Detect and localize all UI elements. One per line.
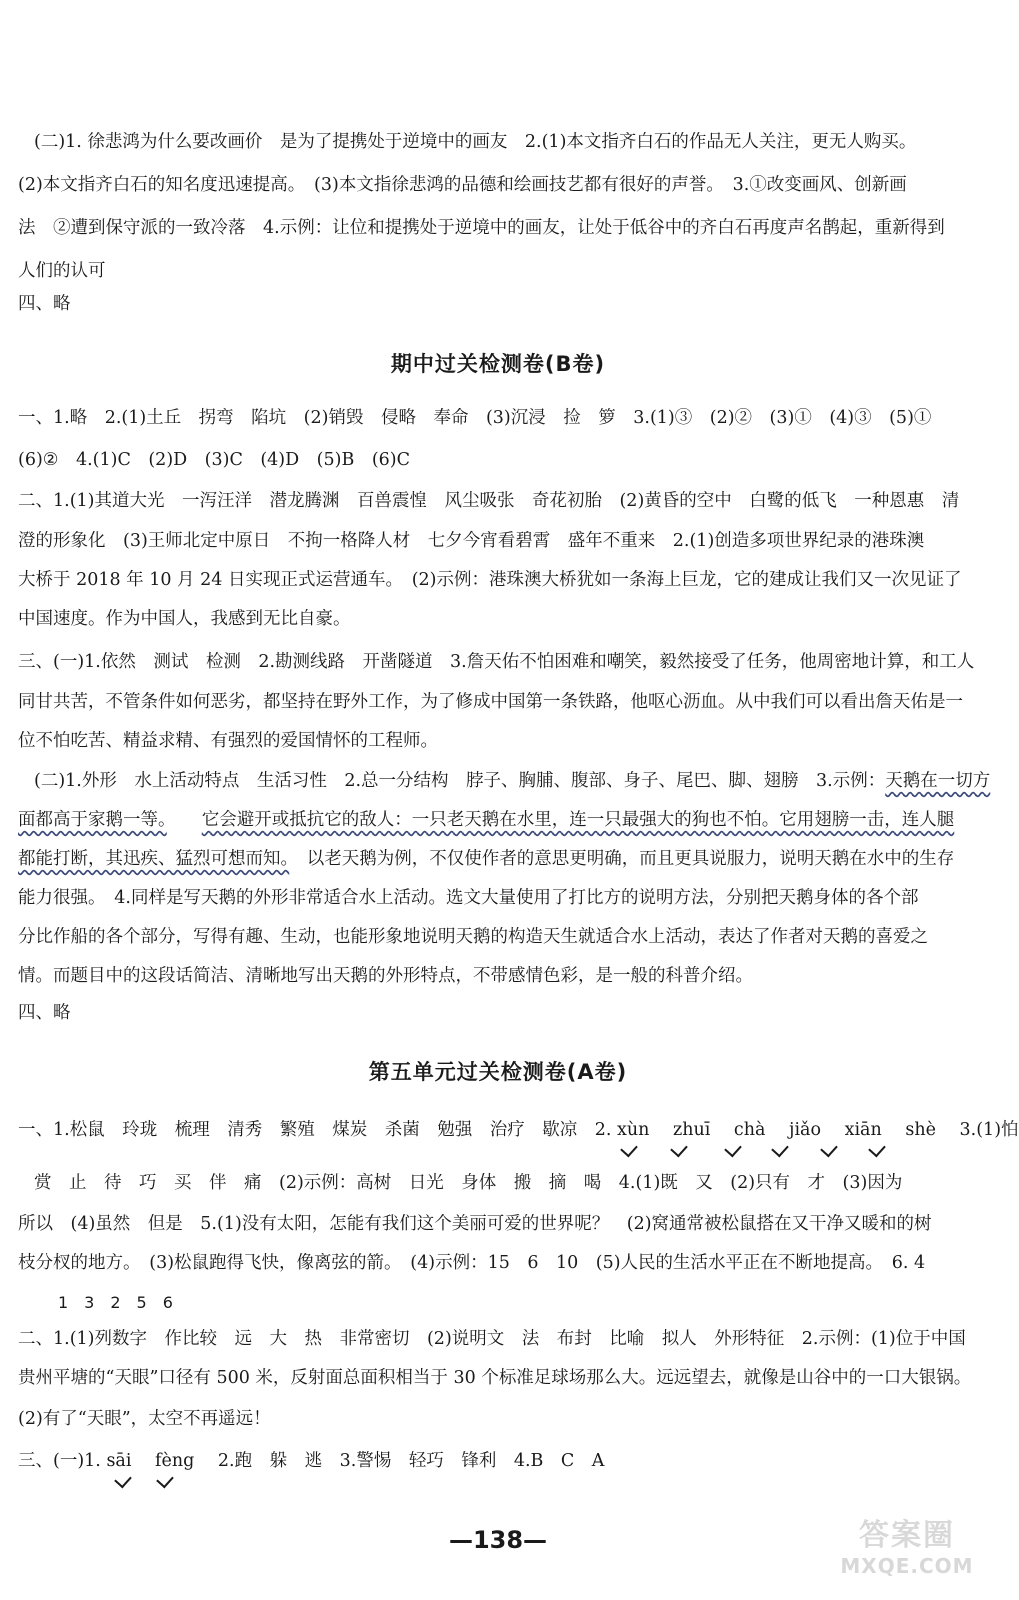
pinyin: xiān [844, 1120, 882, 1140]
text-line: 所以 (4)虽然 但是 5.(1)没有太阳，怎能有我们这个美丽可爱的世界呢？ (2)窝通常被松鼠搭在又干净又暖和的树 [18, 1214, 932, 1234]
text-line [18, 1447, 982, 1475]
text-line: 人们的认可 [18, 261, 106, 281]
underlined-text: 天鹅在一切方 [885, 771, 991, 791]
text-line: (二)1. 徐悲鸿为什么要改画价 是为了提携处于逆境中的画友 2.(1)本文指齐白石的作品无人关注，更无人购买。 [34, 132, 917, 152]
text-line: 位不怕吃苦、精益求精、有强烈的爱国情怀的工程师。 [18, 731, 438, 751]
text-span: 一、1.松鼠 玲珑 梳理 清秀 繁殖 煤炭 杀菌 勉强 治疗 歇凉 2. [18, 1120, 612, 1140]
text-line: (6)② 4.(1)C (2)D (3)C (4)D (5)B (6)C [18, 450, 410, 470]
pinyin: sāi [106, 1451, 132, 1471]
text-line: 同甘共苦，不管条件如何恶劣，都坚持在野外工作，为了修成中国第一条铁路，他呕心沥血。从中我们可以看出詹天佑是一 [18, 692, 963, 712]
text-line: 分比作船的各个部分，写得有趣、生动，也能形象地说明天鹅的构造天生就适合水上活动，表达了作者对天鹅的喜爱之 [18, 927, 928, 947]
underlined-text: 它会避开或抵抗它的敌人：一只老天鹅在水里，连一只最强大的狗也不怕。它用翅膀一击，连人腿 [201, 810, 955, 830]
text-line: 枝分杈的地方。 (3)松鼠跑得飞快，像离弦的箭。 (4)示例：15 6 10 (5)人民的生活水平正在不断地提高。 6. 4 [18, 1253, 926, 1273]
pinyin: jiǎo [789, 1120, 822, 1140]
pinyin: xùn [616, 1120, 650, 1140]
section-title: 第五单元过关检测卷(A卷) [368, 1060, 628, 1084]
text-line: 1 3 2 5 6 [58, 1293, 173, 1312]
text-span: 2.跑 躲 逃 3.警惕 轻巧 锋利 4.B C A [217, 1451, 605, 1471]
pinyin: chà [733, 1120, 766, 1140]
text-line: 二、1.(1)其道大光 一泻汪洋 潜龙腾渊 百兽震惶 风尘吸张 奇花初胎 (2)黄昏的空中 白鹭的低飞 一种恩惠 清 [18, 491, 960, 511]
text-line: 法 ②遭到保守派的一致冷落 4.示例：让位和提携处于逆境中的画友，让处于低谷中的齐白石再度声名鹊起，重新得到 [18, 218, 945, 238]
pinyin: shè [905, 1120, 936, 1140]
text-line [34, 767, 991, 795]
text-line: (2)有了“天眼”，太空不再遥远！ [18, 1409, 271, 1429]
text-line: 四、略 [18, 294, 71, 314]
text-line [18, 1116, 1019, 1144]
underlined-text: 都能打断，其迅疾、猛烈可想而知。 [18, 849, 290, 869]
watermark-text: 答案圈 [859, 1518, 955, 1553]
watermark-logo [832, 1510, 982, 1594]
text-line: 贵州平塘的“天眼”口径有 500 米，反射面总面积相当于 30 个标准足球场那么大。远远望去，就像是山谷中的一口大银锅。 [18, 1368, 972, 1388]
text-line: 能力很强。 4.同样是写天鹅的外形非常适合水上活动。选文大量使用了打比方的说明方法，分别把天鹅身体的各个部 [18, 888, 919, 908]
text-line [18, 845, 982, 873]
text-span: 3.(1)怕 [959, 1120, 1019, 1140]
watermark-url: MXQE.COM [840, 1554, 974, 1578]
text-line: 一、1.略 2.(1)土丘 拐弯 陷坑 (2)销毁 侵略 奉命 (3)沉浸 捡 箩 3.(1)③ (2)② (3)① (4)③ (5)① [18, 408, 932, 428]
pinyin: zhuī [672, 1120, 711, 1140]
text-span: (二)1.外形 水上活动特点 生活习性 2.总一分结构 脖子、胸脯、腹部、身子、尾巴、脚、翅膀 3.示例： [34, 771, 886, 791]
text-line: 情。而题目中的这段话简洁、清晰地写出天鹅的外形特点，不带感情色彩，是一般的科普介绍。 [18, 966, 753, 986]
underlined-text: 面都高于家鹅一等。 [18, 810, 167, 830]
text-line: 中国速度。作为中国人，我感到无比自豪。 [18, 609, 351, 629]
text-line: 三、(一)1.依然 测试 检测 2.勘测线路 开凿隧道 3.詹天佑不怕困难和嘲笑，毅然接受了任务，他周密地计算，和工人 [18, 652, 975, 672]
text-line: 二、1.(1)列数字 作比较 远 大 热 非常密切 (2)说明文 法 布封 比喻 拟人 外形特征 2.示例：(1)位于中国 [18, 1329, 966, 1349]
text-span: 三、(一)1. [18, 1451, 101, 1471]
page-number: —138— [448, 1526, 548, 1554]
text-line: 大桥于 2018 年 10 月 24 日实现正式运营通车。 (2)示例：港珠澳大桥犹如一条海上巨龙，它的建成让我们又一次见证了 [18, 570, 962, 590]
text-line: 澄的形象化 (3)王师北定中原日 不拘一格降人材 七夕今宵看碧霄 盛年不重来 2.(1)创造多项世界纪录的港珠澳 [18, 531, 925, 551]
pinyin: fèng [155, 1451, 195, 1471]
text-line [18, 806, 982, 834]
section-title: 期中过关检测卷(B卷) [390, 352, 606, 376]
text-line: 四、略 [18, 1003, 71, 1023]
text-span: 以老天鹅为例，不仅使作者的意思更明确，而且更具说服力，说明天鹅在水中的生存 [289, 849, 955, 869]
text-line: 赏 止 待 巧 买 伴 痛 (2)示例：高树 日光 身体 搬 摘 喝 4.(1)既 又 (2)只有 才 (3)因为 [34, 1173, 903, 1193]
text-line: (2)本文指齐白石的知名度迅速提高。 (3)本文指徐悲鸿的品德和绘画技艺都有很好的声誉。 3.①改变画风、创新画 [18, 175, 907, 195]
